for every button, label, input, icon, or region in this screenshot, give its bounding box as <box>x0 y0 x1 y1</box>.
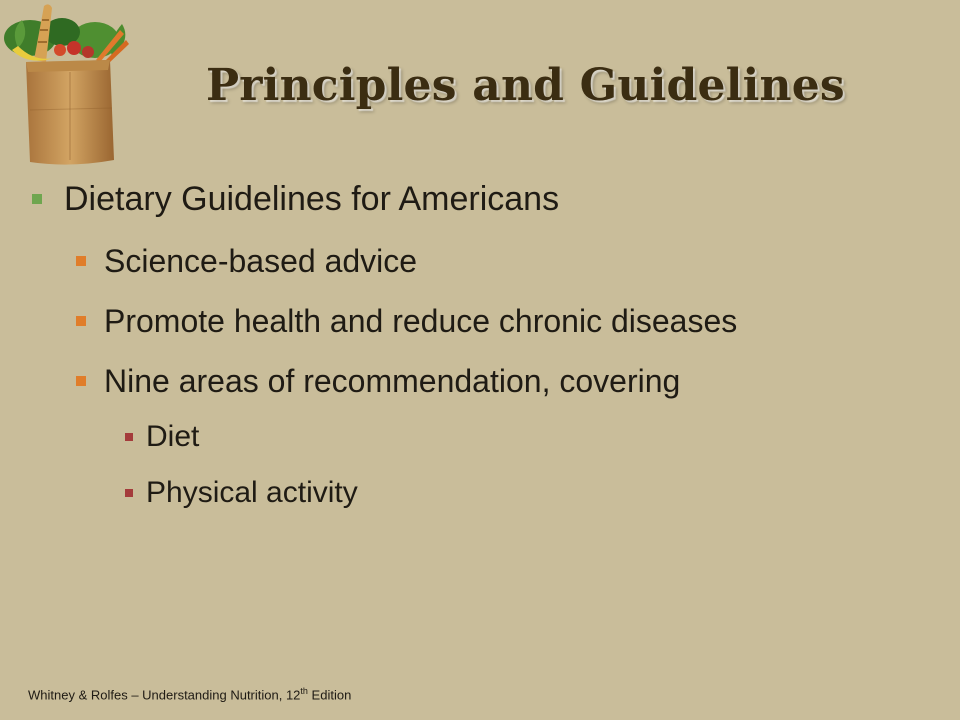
square-bullet-icon <box>76 316 86 326</box>
footer-superscript: th <box>300 686 308 696</box>
footer-citation <box>28 686 351 702</box>
bullet-text: Nine areas of recommendation, covering <box>104 363 681 399</box>
bullet-item-level1 <box>64 180 559 219</box>
square-bullet-icon <box>125 489 133 497</box>
footer-text: Whitney & Rolfes – Understanding Nutrition, 12 <box>28 687 301 703</box>
bullet-text: Science-based advice <box>104 243 418 279</box>
bullet-item-level3 <box>146 420 199 454</box>
bullet-text: Diet <box>146 420 200 453</box>
bullet-text: Promote health and reduce chronic diseases <box>104 303 738 339</box>
bullet-item-level3 <box>146 476 358 510</box>
footer-text-end: Edition <box>307 687 352 703</box>
bullet-item-level2 <box>104 303 737 340</box>
square-bullet-icon <box>76 376 86 386</box>
square-bullet-icon <box>125 433 133 441</box>
page-title: Principles and Guidelines <box>206 60 845 111</box>
bullet-text: Physical activity <box>146 476 358 509</box>
square-bullet-icon <box>76 256 86 266</box>
bullet-text: Dietary Guidelines for Americans <box>64 180 560 218</box>
bullet-item-level2 <box>104 363 680 400</box>
square-bullet-icon <box>32 194 42 204</box>
bullet-item-level2 <box>104 243 417 280</box>
